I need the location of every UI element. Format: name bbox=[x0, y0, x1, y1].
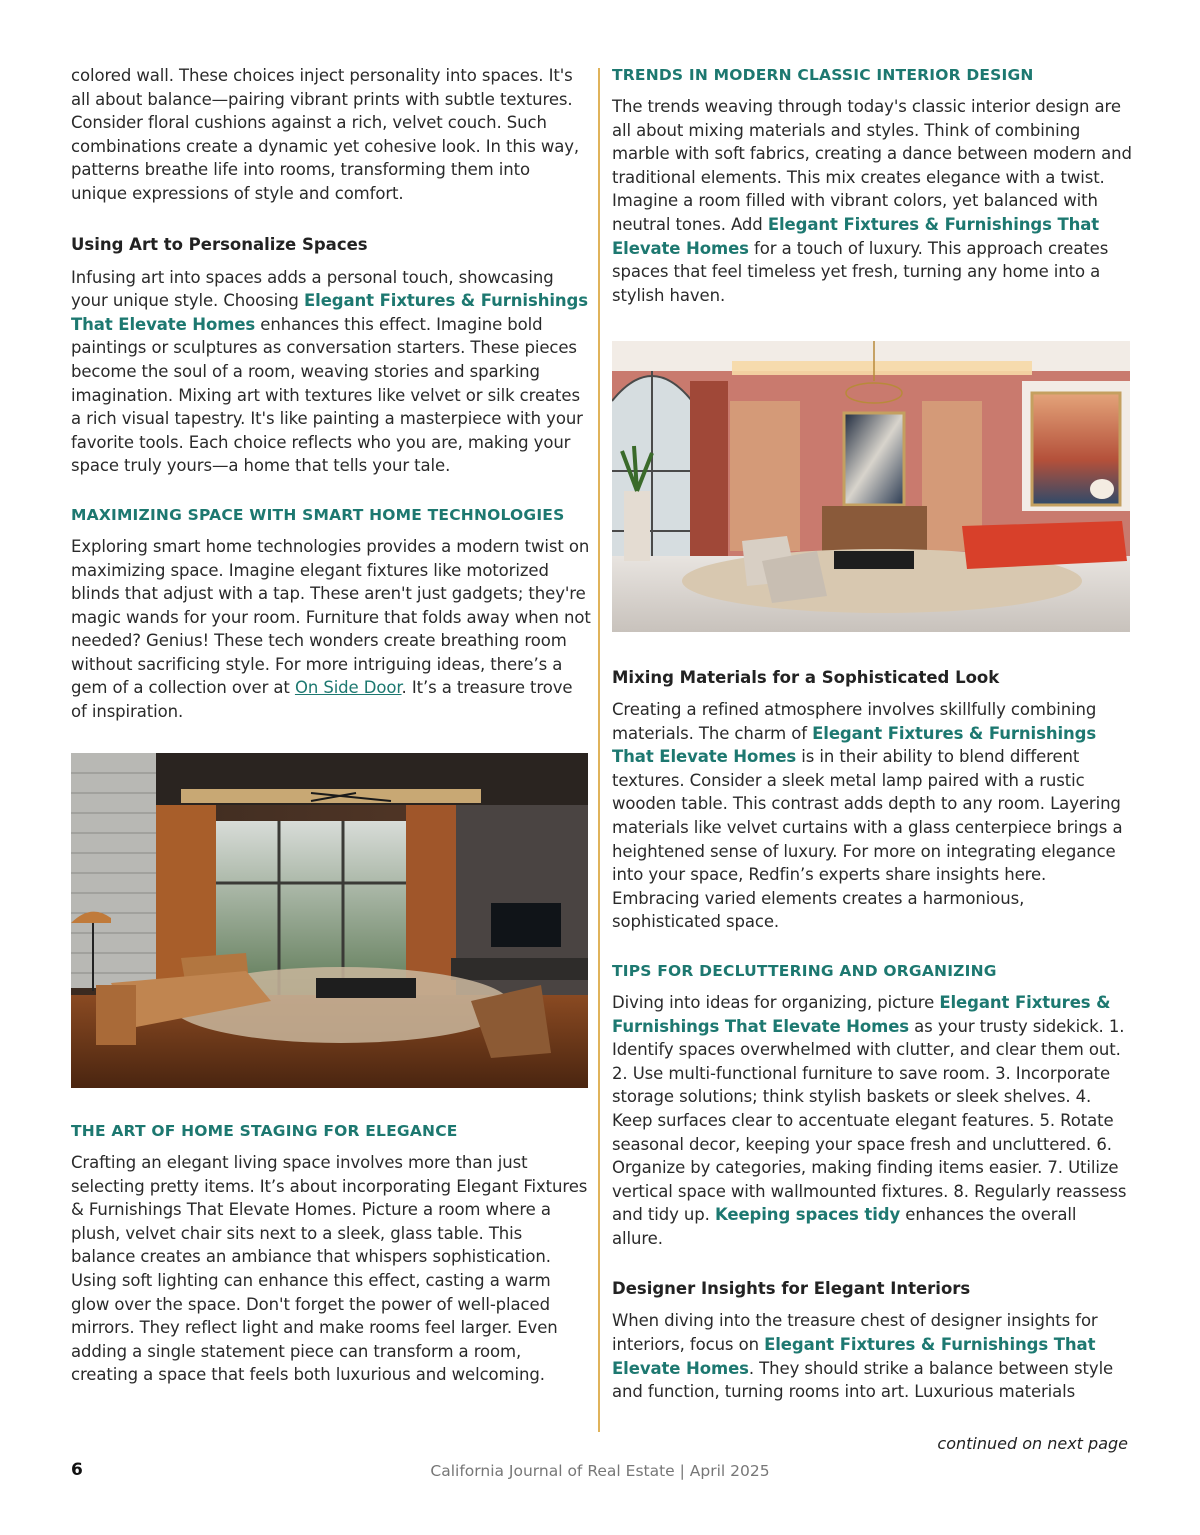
art-heading: Using Art to Personalize Spaces bbox=[71, 234, 368, 254]
right-column bbox=[612, 64, 1132, 307]
classic-living-room-photo bbox=[612, 341, 1130, 632]
left-lower-column bbox=[71, 1120, 591, 1387]
designer-paragraph: When diving into the treasure chest of designer insights for interiors, focus on Elegant Fixtures & Furnishings That Elevate Homes. They should strike a balance between style and function, turning rooms into art. Luxurious materials bbox=[612, 1311, 1114, 1402]
trends-link[interactable]: Elegant Fixtures & Furnishings That Elevate Homes bbox=[612, 214, 1100, 258]
staging-paragraph: Crafting an elegant living space involves more than just selecting pretty items. It’s about incorporating Elegant Fixtures & Furnishings That Elevate Homes. Picture a room where a plush, velvet chair sits next to a sleek, glass table. This balance creates an ambiance that whispers sophistication. Using soft lighting can enhance this effect, casting a warm glow over the space. Don't forget the power of well-placed mirrors. They reflect light and make rooms feel larger. Even adding a single statement piece can transform a room, creating a space that feels both luxurious and welcoming. bbox=[71, 1153, 588, 1385]
tidy-link[interactable]: Keeping spaces tidy bbox=[714, 1205, 901, 1225]
smart-home-heading: MAXIMIZING SPACE WITH SMART HOME TECHNOLOGIES bbox=[71, 505, 565, 524]
art-link[interactable]: Elegant Fixtures & Furnishings That Elevate Homes bbox=[71, 291, 588, 334]
smart-home-paragraph: Exploring smart home technologies provides a modern twist on maximizing space. Imagine elegant fixtures like motorized blinds that adjust with a tap. These aren't just gadgets; they're magic wands for your room. Furniture that folds away when not needed? Genius! These tech wonders create breathing room without sacrificing style. For more intriguing ideas, there’s a gem of a collection over at On Side Door. It’s a treasure trove of inspiration. bbox=[71, 536, 591, 722]
declutter-link[interactable]: Elegant Fixtures & Furnishings That Elevate Homes bbox=[612, 992, 1111, 1036]
continued-note: continued on next page bbox=[937, 1434, 1128, 1453]
declutter-heading: TIPS FOR DECLUTTERING AND ORGANIZING bbox=[612, 961, 997, 980]
publication-title: California Journal of Real Estate | April 2025 bbox=[430, 1462, 770, 1480]
staging-heading: THE ART OF HOME STAGING FOR ELEGANCE bbox=[71, 1122, 458, 1140]
trends-paragraph: The trends weaving through today's classic interior design are all about mixing materials and styles. Think of combining marble with soft fabrics, creating a dance between modern and traditional elements. This mix creates elegance with a twist. Imagine a room filled with vibrant colors, yet balanced with neutral tones. Add Elegant Fixtures & Furnishings That Elevate Homes for a touch of luxury. This approach creates spaces that feel timeless yet fresh, turning any home into a stylish haven. bbox=[612, 97, 1132, 305]
art-paragraph: Infusing art into spaces adds a personal touch, showcasing your unique style. Choosing Elegant Fixtures & Furnishings That Elevate Homes enhances this effect. Imagine bold paintings or sculptures as conversation starters. These pieces become the soul of a room, weaving stories and sparking imagination. Mixing art with textures like velvet or silk creates a rich visual tapestry. It's like painting a masterpiece with your favorite tools. Each choice reflects who you are, making your space truly yours—a home that tells your tale. bbox=[71, 267, 588, 476]
mixing-link[interactable]: Elegant Fixtures & Furnishings That Elevate Homes bbox=[612, 723, 1097, 767]
intro-paragraph: colored wall. These choices inject personality into spaces. It's all about balance—pairing vibrant prints with subtle textures. Consider floral cushions against a rich, velvet couch. Such combinations create a dynamic yet cohesive look. In this way, patterns breathe life into rooms, transforming them into unique expressions of style and comfort. bbox=[71, 66, 580, 203]
column-divider bbox=[598, 68, 600, 1432]
left-column bbox=[71, 64, 591, 724]
declutter-paragraph: Diving into ideas for organizing, picture Elegant Fixtures & Furnishings That Elevate Homes as your trusty sidekick. 1. Identify spaces overwhelmed with clutter, and clear them out. 2. Use multi-functional furniture to save room. 3. Incorporate storage solutions; think stylish baskets or sleek shelves. 4. Keep surfaces clear to accentuate elegant features. 5. Rotate seasonal decor, keeping your space fresh and uncluttered. 6. Organize by categories, making finding items easier. 7. Utilize vertical space with wallmounted fixtures. 8. Regularly reassess and tidy up. Keeping spaces tidy enhances the overall allure. bbox=[612, 992, 1127, 1248]
page-number: 6 bbox=[71, 1460, 83, 1480]
modern-living-room-photo bbox=[71, 753, 588, 1088]
right-lower-column bbox=[612, 666, 1132, 1404]
mixing-heading: Mixing Materials for a Sophisticated Look bbox=[612, 668, 1000, 687]
designer-link[interactable]: Elegant Fixtures & Furnishings That Elevate Homes bbox=[612, 1335, 1096, 1378]
trends-heading: TRENDS IN MODERN CLASSIC INTERIOR DESIGN bbox=[612, 66, 1034, 84]
on-side-door-link[interactable]: On Side Door bbox=[294, 678, 402, 698]
designer-heading: Designer Insights for Elegant Interiors bbox=[612, 1279, 971, 1299]
mixing-paragraph: Creating a refined atmosphere involves skillfully combining materials. The charm of Elegant Fixtures & Furnishings That Elevate Homes is in their ability to blend different textures. Consider a sleek metal lamp paired with a rustic wooden table. This contrast adds depth to any room. Layering materials like velvet curtains with a glass centerpiece brings a heightened sense of luxury. For more on integrating elegance into your space, Redfin’s experts share insights here. Embracing varied elements creates a harmonious, sophisticated space. bbox=[612, 700, 1123, 932]
